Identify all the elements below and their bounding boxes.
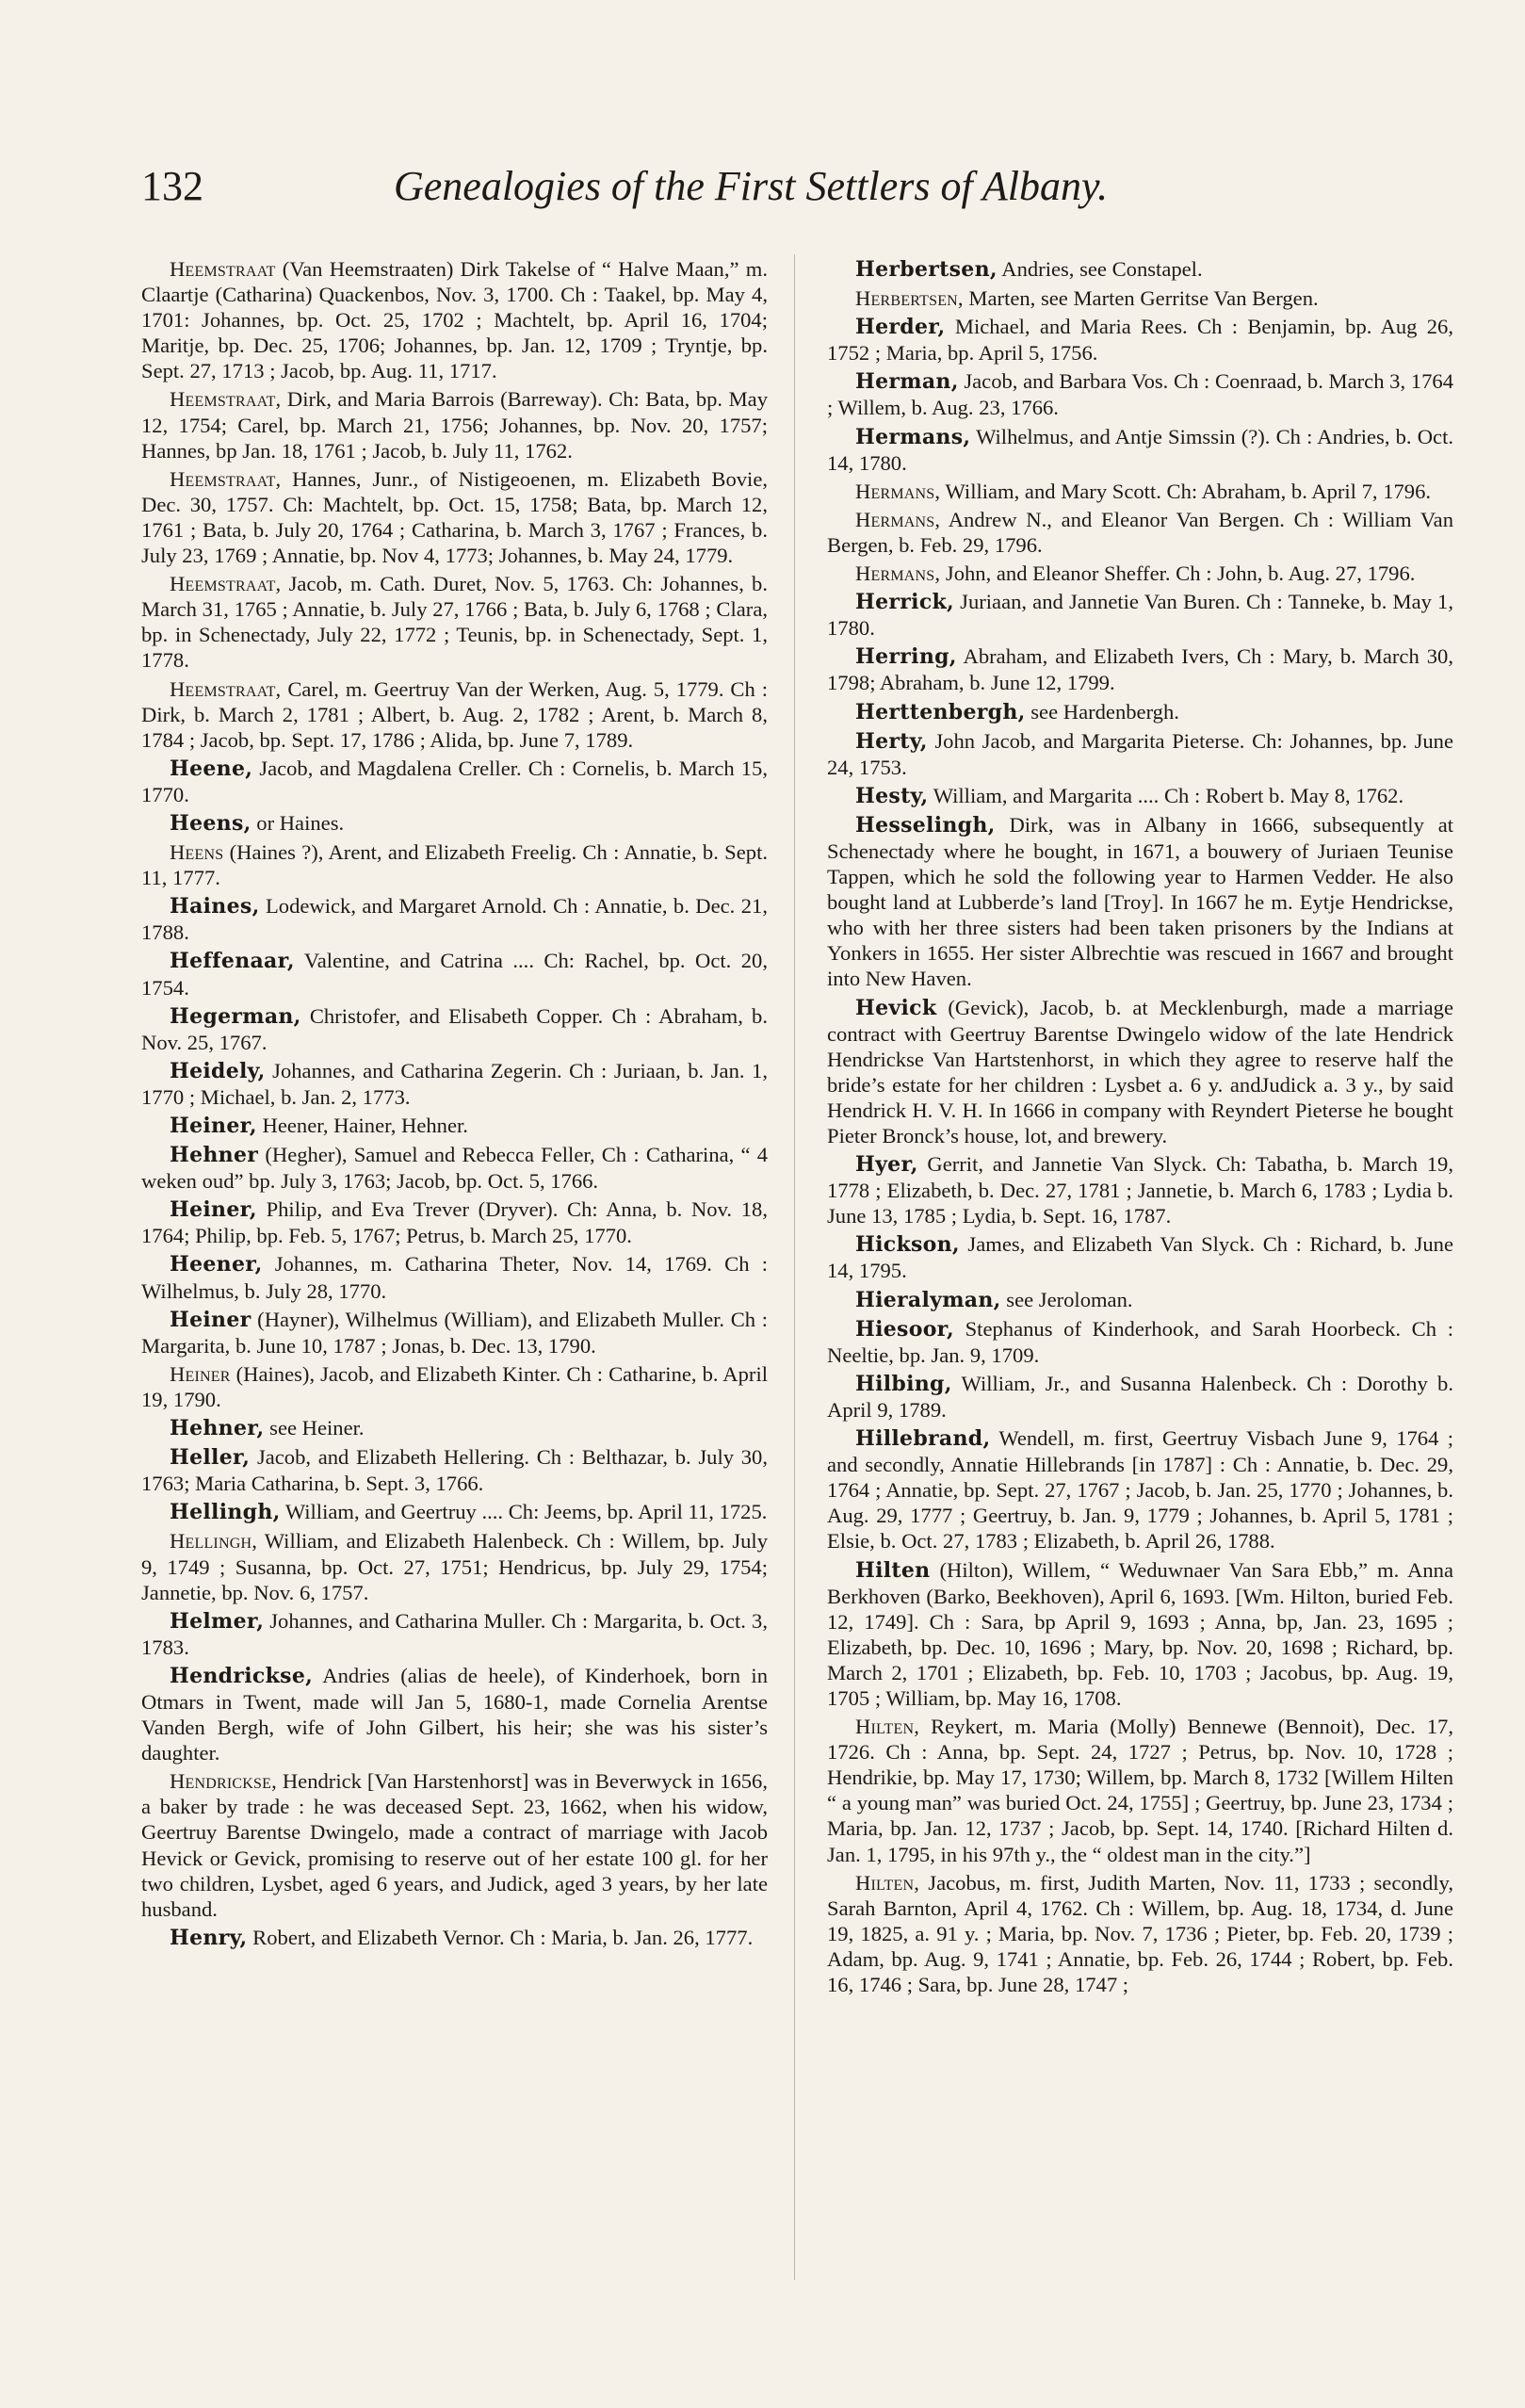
genealogy-entry xyxy=(141,1528,768,1604)
entry-text: Johannes, and Catharina Muller. Ch : Margarita, b. Oct. 3, 1783. xyxy=(141,1608,768,1659)
genealogy-entry xyxy=(141,1113,768,1139)
entry-text: see Heiner. xyxy=(264,1416,365,1440)
column-divider xyxy=(794,254,795,2280)
genealogy-entry xyxy=(827,424,1453,476)
entry-text: James, and Elizabeth Van Slyck. Ch : Richard, b. June 14, 1795. xyxy=(827,1232,1453,1283)
entry-surname: Haines, xyxy=(170,894,260,919)
entry-text: Jacob, and Barbara Vos. Ch : Coenraad, b. March 3, 1764 ; Willem, b. Aug. 23, 1766. xyxy=(827,369,1453,420)
entry-surname: Heemstraat xyxy=(170,257,276,281)
entry-surname: Hendrickse, xyxy=(170,1769,277,1794)
genealogy-entry xyxy=(827,1231,1453,1283)
genealogy-entry xyxy=(141,1499,768,1525)
entry-surname: Herty, xyxy=(855,728,928,754)
genealogy-entry xyxy=(827,812,1453,992)
genealogy-entry xyxy=(141,1003,768,1055)
entry-text: (Gevick), Jacob, b. at Mecklenburgh, made a marriage contract with Geertruy Barentse Dwingelo widow of the late Hendrick Hendrickse Van Hartstenhorst, in which they agree to reserve half the bride’s estate for her children : Lysbet a. 6 y. andJudick a. 3 y., by said Hendrick H. V. H. In 1666 in company with Reyndert Pieterse he bought Pieter Bronck’s house, lot, and brewery. xyxy=(827,995,1453,1147)
genealogy-entry xyxy=(827,1151,1453,1228)
entry-text: Dirk, was in Albany in 1666, subsequently at Schenectady where he bought, in 1671, a bouwery of Juriaen Teunise Tappen, which he sold the following year to Harmen Vedder. He also bought land at Lubberde’s land [Troy]. In 1667 he m. Eytje Hendrickse, who with her three sisters had been taken prisoners by the Indians at Yonkers in 1655. Her sister Albrechtie was rescued in 1667 and brought into New Haven. xyxy=(827,812,1453,991)
entry-text: (Hayner), Wilhelmus (William), and Elizabeth Muller. Ch : Margarita, b. June 10, 1787 ; Jonas, b. Dec. 13, 1790. xyxy=(141,1307,768,1358)
entry-surname: Hilten, xyxy=(855,1715,920,1739)
entry-surname: Heffenaar, xyxy=(170,949,295,974)
entry-surname: Heiner, xyxy=(170,1114,257,1138)
entry-text: William, and Geertruy .... Ch: Jeems, bp. April 11, 1725. xyxy=(280,1500,768,1524)
genealogy-entry xyxy=(141,839,768,890)
entry-text: Jacob, and Magdalena Creller. Ch : Cornelis, b. March 15, 1770. xyxy=(141,756,768,806)
entry-text: Carel, m. Geertruy Van der Werken, Aug. 5, 1779. Ch : Dirk, b. March 2, 1781 ; Albert, b. Aug. 2, 1782 ; Arent, b. March 8, 1784 ; Jacob, bp. Sept. 17, 1786 ; Alida, bp. June 7, 1789. xyxy=(141,676,768,752)
entry-text: Robert, and Elizabeth Vernor. Ch : Maria, b. Jan. 26, 1777. xyxy=(247,1925,754,1949)
entry-text: Dirk, and Maria Barrois (Barreway). Ch: Bata, bp. May 12, 1754; Carel, bp. March 21, 1756; Johannes, bp. Nov. 20, 1757; Hannes, bp Jan. 18, 1761 ; Jacob, b. July 11, 1762. xyxy=(141,387,768,463)
genealogy-entry xyxy=(827,643,1453,695)
entry-surname: Herbertsen, xyxy=(855,286,964,311)
entry-surname: Hiesoor, xyxy=(855,1316,954,1342)
genealogy-entry xyxy=(827,783,1453,809)
entry-surname: Heidely, xyxy=(170,1058,266,1083)
entry-surname: Hendrickse, xyxy=(170,1663,314,1688)
entry-surname: Herbertsen, xyxy=(855,257,998,282)
entry-text: (Hegher), Samuel and Rebecca Feller, Ch : Catharina, “ 4 weken oud” bp. July 3, 1763; Jacob, bp. Oct. 5, 1766. xyxy=(141,1143,768,1194)
genealogy-entry xyxy=(827,1287,1453,1313)
entry-text: (Haines ?), Arent, and Elizabeth Freelig. Ch : Annatie, b. Sept. 11, 1777. xyxy=(141,840,768,890)
genealogy-entry xyxy=(141,893,768,945)
genealogy-entry xyxy=(141,1361,768,1412)
genealogy-entry xyxy=(827,1425,1453,1554)
genealogy-entry xyxy=(141,571,768,673)
entry-text: Andrew N., and Eleanor Van Bergen. Ch : William Van Bergen, b. Feb. 29, 1796. xyxy=(827,507,1453,557)
entry-text: Johannes, m. Catharina Theter, Nov. 14, 1769. Ch : Wilhelmus, b. July 28, 1770. xyxy=(141,1252,768,1303)
entry-surname: Hehner xyxy=(170,1143,259,1168)
entry-text: Abraham, and Elizabeth Ivers, Ch : Mary, b. March 30, 1798; Abraham, b. June 12, 1799. xyxy=(827,644,1453,695)
genealogy-entry xyxy=(141,676,768,753)
entry-text: see Jeroloman. xyxy=(1000,1287,1133,1311)
genealogy-entry xyxy=(827,1316,1453,1368)
genealogy-entry xyxy=(827,256,1453,283)
entry-text: Hendrick [Van Harstenhorst] was in Beverwyck in 1656, a baker by trade : he was deceased Sept. 23, 1662, when his widow, Geertruy Barentse Dwingelo, made a contract of marriage with Jacob Hevick or Gevick, promising to reserve out of her estate 100 gl. for her two children, Lysbet, aged 6 years, and Judick, aged 3 years, by her late husband. xyxy=(141,1769,768,1921)
genealogy-entry xyxy=(141,1663,768,1765)
entry-text: William, and Elizabeth Halenbeck. Ch : Willem, bp. July 9, 1749 ; Susanna, bp. Oct. 27, 1751; Hendricus, bp. July 29, 1754; Jannetie, bp. Nov. 6, 1757. xyxy=(141,1529,768,1604)
entry-text: Marten, see Marten Gerritse Van Bergen. xyxy=(963,286,1319,311)
genealogy-entry xyxy=(827,1557,1453,1712)
entry-surname: Hesselingh, xyxy=(855,812,996,838)
entry-text: Philip, and Eva Trever (Dryver). Ch: Anna, b. Nov. 18, 1764; Philip, bp. Feb. 5, 1767; Petrus, b. March 25, 1770. xyxy=(141,1197,768,1248)
entry-surname: Hehner, xyxy=(170,1416,265,1441)
genealogy-entry xyxy=(827,507,1453,558)
entry-surname: Heiner xyxy=(170,1361,231,1386)
entry-surname: Herder, xyxy=(855,315,946,340)
entry-surname: Hermans, xyxy=(855,507,941,531)
genealogy-entry xyxy=(827,479,1453,504)
entry-surname: Heiner xyxy=(170,1307,251,1332)
entry-surname: Herttenbergh, xyxy=(855,699,1026,724)
genealogy-entry xyxy=(827,1714,1453,1867)
entry-surname: Henry, xyxy=(170,1925,248,1950)
genealogy-entry xyxy=(141,1058,768,1110)
entry-text: Jacobus, m. first, Judith Marten, Nov. 11, 1733 ; secondly, Sarah Barnton, April 4, 1762. Ch : Willem, bp. Aug. 18, 1734, d. June 19, 1825, a. 91 y. ; Maria, bp. Nov. 7, 1736 ; Pieter, bp. Feb. 20, 1739 ; Adam, bp. Aug. 9, 1741 ; Annatie, bp. Feb. 26, 1744 ; Robert, bp. Feb. 16, 1746 ; Sara, bp. June 28, 1747 ; xyxy=(827,1870,1453,1996)
genealogy-entry xyxy=(141,810,768,837)
genealogy-entry xyxy=(827,995,1453,1149)
genealogy-entry xyxy=(827,1371,1453,1423)
entry-surname: Heller, xyxy=(170,1445,251,1471)
page-header xyxy=(141,162,1196,219)
entry-surname: Hellingh, xyxy=(170,1529,258,1554)
entry-text: see Hardenbergh. xyxy=(1025,699,1179,724)
entry-text: Jacob, m. Cath. Duret, Nov. 5, 1763. Ch: Johannes, b. March 31, 1765 ; Annatie, b. July 27, 1766 ; Bata, b. July 6, 1768 ; Clara, bp. in Schenectady, July 22, 1772 ; Teunis, bp. in Schenectady, Sept. 1, 1778. xyxy=(141,572,768,673)
genealogy-entry xyxy=(141,466,768,568)
entry-text: Andries, see Constapel. xyxy=(997,257,1203,281)
entry-text: Reykert, m. Maria (Molly) Bennewe (Bennoit), Dec. 17, 1726. Ch : Anna, bp. Sept. 24, 1727 ; Petrus, bp. Nov. 10, 1728 ; Hendrikie, bp. May 17, 1730; Willem, bp. March 8, 1732 [Willem Hilten “ a young man” was buried Oct. 24, 1755] ; Geertruy, bp. June 23, 1734 ; Maria, bp. Jan. 12, 1737 ; Jacob, bp. Sept. 14, 1740. [Richard Hilten d. Jan. 1, 1795, in his 97th y., the “ oldest man in the city.”] xyxy=(827,1715,1453,1866)
entry-surname: Heemstraat, xyxy=(170,387,282,412)
entry-text: William, and Mary Scott. Ch: Abraham, b. April 7, 1796. xyxy=(940,479,1432,503)
entry-text: William, and Margarita .... Ch : Robert b. May 8, 1762. xyxy=(928,783,1404,807)
entry-text: or Haines. xyxy=(251,810,345,835)
entry-text: Gerrit, and Jannetie Van Slyck. Ch: Tabatha, b. March 19, 1778 ; Elizabeth, b. Dec. 27, 1781 ; Jannetie, b. March 6, 1783 ; Lydia b. June 13, 1785 ; Lydia, b. Sept. 16, 1787. xyxy=(827,1152,1453,1228)
entry-surname: Hermans, xyxy=(855,561,941,586)
entry-surname: Hellingh, xyxy=(170,1500,281,1525)
entry-surname: Hieralyman, xyxy=(855,1287,1001,1312)
entry-text: (Hilton), Willem, “ Weduwnaer Van Sara Ebb,” m. Anna Berkhoven (Barko, Beekhoven), April 6, 1693. [Wm. Hilton, buried Feb. 12, 1749]. Ch : Sara, bp April 9, 1693 ; Anna, bp, Jan. 23, 1695 ; Elizabeth, bp. Dec. 10, 1696 ; Mary, bp. Nov. 20, 1698 ; Richard, bp. March 2, 1701 ; Elizabeth, bp. Feb. 10, 1703 ; Jacobus, bp. Aug. 19, 1705 ; William, bp. May 16, 1708. xyxy=(827,1557,1453,1710)
entry-text: (Van Heemstraaten) Dirk Takelse of “ Halve Maan,” m. Claartje (Catharina) Quackenbos, Nov. 3, 1700. Ch : Taakel, bp. May 4, 1701: Johannes, bp. Oct. 25, 1702 ; Machtelt, bp. April 16, 1704; Maritje, bp. Dec. 25, 1706; Johannes, bp. Jan. 12, 1709 ; Tryntje, bp. Sept. 27, 1713 ; Jacob, bp. Aug. 11, 1717. xyxy=(141,257,768,383)
genealogy-entry xyxy=(827,1870,1453,1997)
entry-surname: Heemstraat, xyxy=(170,676,282,701)
genealogy-entry xyxy=(141,1768,768,1922)
entry-text: William, Jr., and Susanna Halenbeck. Ch : Dorothy b. April 9, 1789. xyxy=(827,1371,1453,1422)
entry-text: Andries (alias de heele), of Kinderhoek, born in Otmars in Twent, made will Jan 5, 1680-1, made Cornelia Arentse Vanden Bergh, wife of John Gilbert, his heir; she was his sister’s daughter. xyxy=(141,1663,768,1765)
genealogy-entry xyxy=(827,561,1453,586)
entry-surname: Heene, xyxy=(170,756,253,781)
genealogy-entry xyxy=(827,589,1453,641)
genealogy-entry xyxy=(141,256,768,383)
genealogy-entry xyxy=(141,1925,768,1951)
genealogy-entry xyxy=(141,1251,768,1303)
genealogy-entry xyxy=(141,948,768,1000)
entry-surname: Hillebrand, xyxy=(855,1426,991,1452)
entry-surname: Heens xyxy=(170,840,224,865)
entry-text: Valentine, and Catrina .... Ch: Rachel, bp. Oct. 20, 1754. xyxy=(141,949,768,1000)
entry-surname: Heemstraat, xyxy=(170,466,282,491)
running-head: Genealogies of the First Settlers of Albany. xyxy=(394,163,1109,209)
entry-surname: Hilbing, xyxy=(855,1371,952,1396)
genealogy-entry xyxy=(827,368,1453,420)
entry-text: (Haines), Jacob, and Elizabeth Kinter. Ch : Catharine, b. April 19, 1790. xyxy=(141,1361,768,1411)
entry-surname: Helmer, xyxy=(170,1608,265,1634)
entry-surname: Heiner, xyxy=(170,1197,257,1223)
entry-surname: Hesty, xyxy=(855,783,929,808)
entry-surname: Hevick xyxy=(855,995,937,1020)
entry-text: Michael, and Maria Rees. Ch : Benjamin, bp. Aug 26, 1752 ; Maria, bp. April 5, 1756. xyxy=(827,315,1453,366)
genealogy-entry xyxy=(141,1608,768,1660)
entry-surname: Hilten, xyxy=(855,1870,920,1895)
entry-text: Christofer, and Elisabeth Copper. Ch : Abraham, b. Nov. 25, 1767. xyxy=(141,1003,768,1054)
genealogy-entry xyxy=(141,1142,768,1194)
entry-text: Hannes, Junr., of Nistigeoenen, m. Elizabeth Bovie, Dec. 30, 1757. Ch: Machtelt, bp. Oct. 15, 1758; Bata, bp. March 12, 1761 ; Bata, b. July 20, 1764 ; Catharina, b. March 3, 1767 ; Frances, b. July 23, 1769 ; Annatie, bp. Nov 4, 1773; Johannes, b. May 24, 1779. xyxy=(141,466,768,568)
genealogy-entry xyxy=(141,1415,768,1441)
entry-text: Johannes, and Catharina Zegerin. Ch : Juriaan, b. Jan. 1, 1770 ; Michael, b. Jan. 2, 1773. xyxy=(141,1058,768,1109)
left-column xyxy=(141,256,768,1954)
page-number: 132 xyxy=(141,163,203,209)
entry-surname: Hermans, xyxy=(855,479,941,503)
entry-surname: Heens, xyxy=(170,810,251,836)
genealogy-entry xyxy=(827,285,1453,311)
entry-surname: Hickson, xyxy=(855,1232,960,1258)
entry-text: John Jacob, and Margarita Pieterse. Ch: Johannes, bp. June 24, 1753. xyxy=(827,728,1453,779)
entry-text: John, and Eleanor Sheffer. Ch : John, b. Aug. 27, 1796. xyxy=(940,561,1416,586)
genealogy-entry xyxy=(141,1196,768,1248)
entry-surname: Hegerman, xyxy=(170,1003,301,1029)
entry-text: Wilhelmus, and Antje Simssin (?). Ch : Andries, b. Oct. 14, 1780. xyxy=(827,424,1453,475)
entry-surname: Herman, xyxy=(855,369,959,395)
entry-text: Jacob, and Elizabeth Hellering. Ch : Belthazar, b. July 30, 1763; Maria Catharina, b. Sept. 3, 1766. xyxy=(141,1445,768,1496)
entry-surname: Hyer, xyxy=(855,1152,918,1178)
entry-text: Stephanus of Kinderhook, and Sarah Hoorbeck. Ch : Neeltie, bp. Jan. 9, 1709. xyxy=(827,1316,1453,1367)
entry-text: Wendell, m. first, Geertruy Visbach June 9, 1764 ; and secondly, Annatie Hillebrands [in 1787] : Ch : Annatie, b. Dec. 29, 1764 ; Annatie, bp. Sept. 27, 1767 ; Jacob, b. Jan. 25, 1770 ; Johannes, b. Aug. 29, 1777 ; Geertruy, b. Jan. 9, 1779 ; Johannes, b. April 5, 1781 ; Elsie, b. Oct. 27, 1783 ; Elizabeth, b. April 26, 1788. xyxy=(827,1426,1453,1554)
entry-text: Heener, Hainer, Hehner. xyxy=(256,1114,468,1137)
entry-surname: Heener, xyxy=(170,1252,263,1277)
genealogy-entry xyxy=(827,314,1453,366)
entry-surname: Hilten xyxy=(855,1557,931,1583)
genealogy-entry xyxy=(141,756,768,807)
genealogy-entry xyxy=(827,728,1453,780)
genealogy-entry xyxy=(141,1444,768,1496)
entry-text: Lodewick, and Margaret Arnold. Ch : Annatie, b. Dec. 21, 1788. xyxy=(141,894,768,945)
genealogy-entry xyxy=(141,386,768,463)
genealogy-entry xyxy=(827,699,1453,725)
entry-text: Juriaan, and Jannetie Van Buren. Ch : Tanneke, b. May 1, 1780. xyxy=(827,590,1453,641)
entry-surname: Herring, xyxy=(855,644,957,670)
entry-surname: Hermans, xyxy=(855,424,971,449)
genealogy-entry xyxy=(141,1307,768,1359)
right-column xyxy=(827,256,1453,2000)
entry-surname: Herrick, xyxy=(855,590,955,615)
entry-surname: Heemstraat, xyxy=(170,572,282,596)
